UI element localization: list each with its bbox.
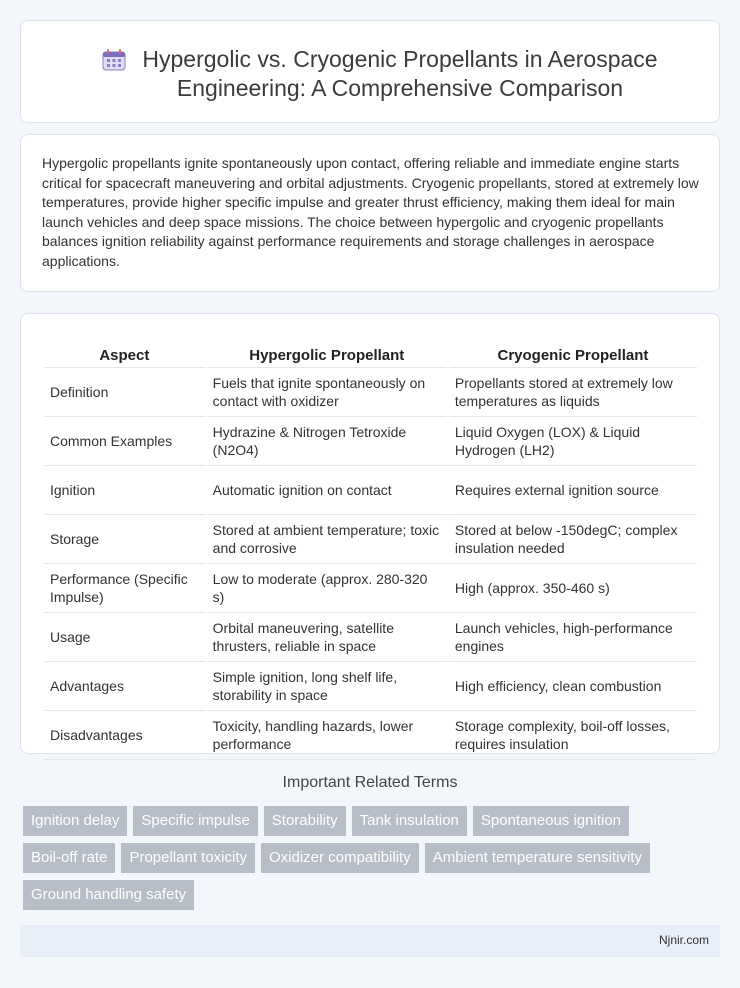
header-cryogenic: Cryogenic Propellant	[449, 332, 697, 368]
header-hypergolic: Hypergolic Propellant	[207, 332, 447, 368]
cell-cryogenic: High efficiency, clean combustion	[449, 662, 697, 711]
footer-site-link[interactable]: Njnir.com	[658, 933, 709, 947]
cell-aspect: Definition	[44, 368, 205, 417]
tag-boil-off-rate[interactable]: Boil-off rate	[23, 843, 115, 873]
intro-paragraph: Hypergolic propellants ignite spontaneously upon contact, offering reliable and immediate engine starts critical for spacecraft maneuvering and orbital adjustments. Cryogenic propellants, stored at extremely low temperatures, provide higher specific impulse and greater thrust efficiency, making them ideal for main launch vehicles and deep space missions. The choice between hypergolic and cryogenic propellants balances ignition reliability against performance requirements and storage challenges in aerospace applications.	[42, 155, 699, 269]
tag-spontaneous-ignition[interactable]: Spontaneous ignition	[473, 806, 629, 836]
title-card	[20, 20, 720, 123]
cell-cryogenic: Requires external ignition source	[449, 466, 697, 515]
table-row	[44, 466, 697, 515]
comparison-table	[42, 332, 699, 760]
cell-hypergolic: Automatic ignition on contact	[207, 466, 447, 515]
table-row	[44, 564, 697, 613]
cell-hypergolic: Hydrazine & Nitrogen Tetroxide (N2O4)	[207, 417, 447, 466]
page-title: Hypergolic vs. Cryogenic Propellants in Aerospace Engineering: A Comprehensive Comparison	[142, 46, 658, 101]
cell-hypergolic: Simple ignition, long shelf life, storability in space	[207, 662, 447, 711]
cell-aspect: Usage	[44, 613, 205, 662]
cell-cryogenic: Launch vehicles, high-performance engines	[449, 613, 697, 662]
tag-tank-insulation[interactable]: Tank insulation	[352, 806, 467, 836]
cell-aspect: Performance (Specific Impulse)	[44, 564, 205, 613]
cell-cryogenic: Storage complexity, boil-off losses, requires insulation	[449, 711, 697, 760]
footer	[20, 925, 720, 957]
table-row	[44, 613, 697, 662]
cell-aspect: Advantages	[44, 662, 205, 711]
tag-ignition-delay[interactable]: Ignition delay	[23, 806, 127, 836]
table-row	[44, 368, 697, 417]
cell-aspect: Storage	[44, 515, 205, 564]
tag-ground-handling-safety[interactable]: Ground handling safety	[23, 880, 194, 910]
intro-card	[20, 134, 720, 292]
tag-storability[interactable]: Storability	[264, 806, 346, 836]
tag-ambient-temperature-sensitivity[interactable]: Ambient temperature sensitivity	[425, 843, 650, 873]
table-row	[44, 417, 697, 466]
cell-aspect: Common Examples	[44, 417, 205, 466]
cell-cryogenic: Propellants stored at extremely low temperatures as liquids	[449, 368, 697, 417]
table-row	[44, 515, 697, 564]
cell-hypergolic: Fuels that ignite spontaneously on contact with oxidizer	[207, 368, 447, 417]
related-terms-list	[23, 806, 703, 910]
related-terms-title: Important Related Terms	[282, 774, 458, 791]
table-row	[44, 711, 697, 760]
cell-cryogenic: Stored at below -150degC; complex insulation needed	[449, 515, 697, 564]
cell-cryogenic: High (approx. 350-460 s)	[449, 564, 697, 613]
cell-cryogenic: Liquid Oxygen (LOX) & Liquid Hydrogen (LH2)	[449, 417, 697, 466]
header-aspect: Aspect	[44, 332, 205, 368]
cell-hypergolic: Stored at ambient temperature; toxic and corrosive	[207, 515, 447, 564]
table-row	[44, 662, 697, 711]
table-header-row	[44, 332, 697, 368]
cell-hypergolic: Low to moderate (approx. 280-320 s)	[207, 564, 447, 613]
tag-oxidizer-compatibility[interactable]: Oxidizer compatibility	[261, 843, 419, 873]
tag-propellant-toxicity[interactable]: Propellant toxicity	[121, 843, 255, 873]
cell-aspect: Ignition	[44, 466, 205, 515]
tag-specific-impulse[interactable]: Specific impulse	[133, 806, 257, 836]
cell-aspect: Disadvantages	[44, 711, 205, 760]
cell-hypergolic: Orbital maneuvering, satellite thrusters, reliable in space	[207, 613, 447, 662]
comparison-table-card	[20, 313, 720, 754]
cell-hypergolic: Toxicity, handling hazards, lower performance	[207, 711, 447, 760]
